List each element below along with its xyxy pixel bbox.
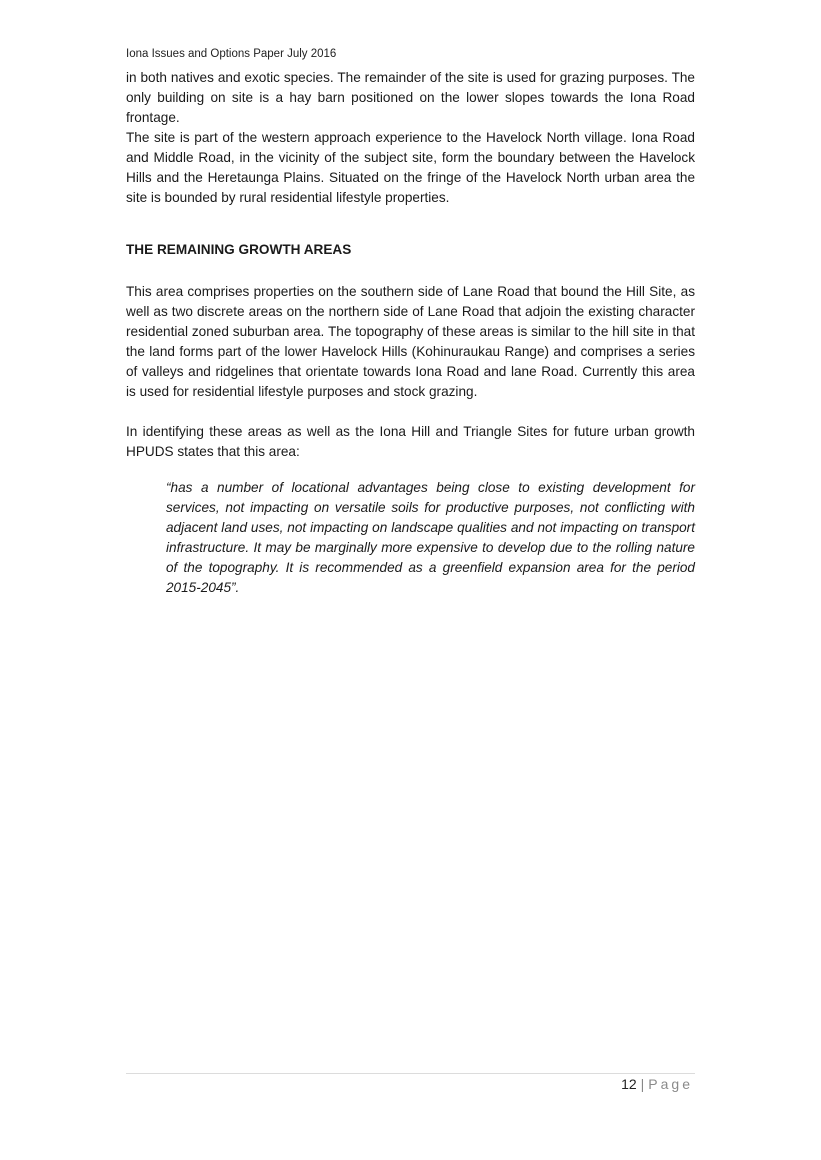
footer-divider bbox=[126, 1073, 695, 1074]
section-text bbox=[126, 282, 695, 402]
paragraph: in both natives and exotic species. The remainder of the site is used for grazing purposes. The only building on site is a hay barn positioned on the lower slopes towards the Iona Road frontage. bbox=[126, 70, 695, 125]
page-footer bbox=[621, 1076, 693, 1092]
section-heading: THE REMAINING GROWTH AREAS bbox=[126, 242, 352, 257]
intro-text bbox=[126, 68, 695, 208]
running-header: Iona Issues and Options Paper July 2016 bbox=[126, 48, 337, 60]
paragraph: In identifying these areas as well as the Iona Hill and Triangle Sites for future urban growth HPUDS states that this area: bbox=[126, 424, 695, 459]
block-quote: “has a number of locational advantages being close to existing development for services, not impacting on versatile soils for productive purposes, not conflicting with adjacent land uses, not impacting on landscape qualities and not impacting on transport infrastructure. It may be marginally more expensive to develop due to the rolling nature of the topography. It is recommended as a greenfield expansion area for the period 2015-2045”. bbox=[166, 480, 695, 595]
paragraph: The site is part of the western approach experience to the Havelock North village. Iona Road and Middle Road, in the vicinity of the subject site, form the boundary between the Havelock Hills and the Heretaunga Plains. Situated on the fringe of the Havelock North urban area the site is bounded by rural residential lifestyle properties. bbox=[126, 130, 695, 205]
page-label: Page bbox=[648, 1076, 693, 1092]
footer-separator: | bbox=[640, 1076, 645, 1092]
paragraph: This area comprises properties on the southern side of Lane Road that bound the Hill Site, as well as two discrete areas on the northern side of Lane Road that adjoin the existing character residential zoned suburban area. The topography of these areas is similar to the hill site in that the land forms part of the lower Havelock Hills (Kohinuraukau Range) and comprises a series of valleys and ridgelines that orientate towards Iona Road and lane Road. Currently this area is used for residential lifestyle purposes and stock grazing. bbox=[126, 284, 695, 399]
page-number: 12 bbox=[621, 1076, 637, 1092]
section-text bbox=[126, 422, 695, 462]
